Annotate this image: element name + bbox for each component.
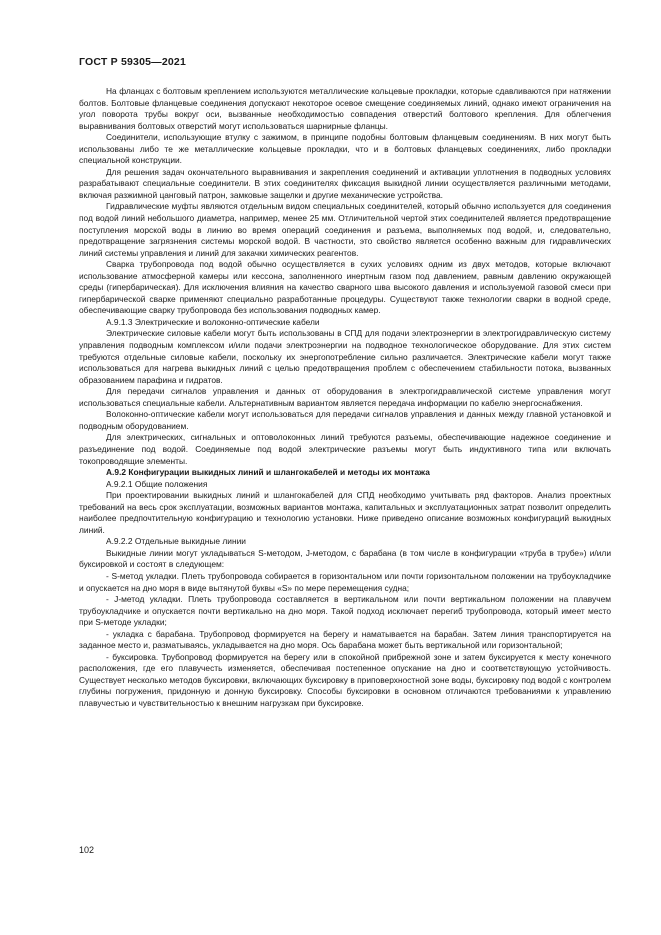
paragraph: Электрические силовые кабели могут быть использованы в СПД для подачи электроэнергии в электрогидравлическую систему управления подводным комплексом и/или подачи электроэнергии на подводное технологическое оборудование. Для этих систем требуются отдельные силовые кабели, поскольку их энергопотребление сильно различается. Электрические кабели могут также использоваться для нагрева выкидных линий с целью предотвращения проблем с обеспечением стабильности потока, вызванных образованием парафина и гидратов.	[79, 328, 611, 385]
paragraph: Для передачи сигналов управления и данных от оборудования в электрогидравлической системе управления могут использоваться специальные кабели. Альтернативным вариантом является передача информации по кабелю энергоснабжения.	[79, 386, 611, 408]
paragraph: Гидравлические муфты являются отдельным видом специальных соединителей, который обычно используется для соединения под водой линий небольшого диаметра, например, менее 25 мм. Отличительной чертой этих соединителей является предотвращение поступления морской воды в линию во время операций соединения и разъема, выполняемых под водой, и, следовательно, предотвращение загрязнения системы морской водой. В частности, это свойство является особенно важным для гидравлических линий системы управления и линий для закачки химических реагентов.	[79, 201, 611, 258]
paragraph: Волоконно-оптические кабели могут использоваться для передачи сигналов управления и данных между главной установкой и подводным оборудованием.	[79, 409, 611, 431]
paragraph: - J-метод укладки. Плеть трубопровода составляется в вертикальном или почти вертикальном положении на плавучем трубоукладчике и опускается почти вертикально на дно моря. Такой подход исключает перегиб трубопровода, который имеет место при S-методе укладки;	[79, 594, 611, 628]
paragraph: Сварка трубопровода под водой обычно осуществляется в сухих условиях одним из двух методов, которые включают использование атмосферной камеры или кессона, заполненного инертным газом под давлением, равным давлению окружающей среды (гипербарическая). Для исключения влияния на качество сварного шва высокого давления и используемой газовой смеси при гипербарической сварке применяют специально разработанные процедуры. Существуют также технологии сварки в водной среде, обеспечивающие сварку трубопровода без использования подводных камер.	[79, 259, 611, 316]
paragraph: Соединители, использующие втулку с зажимом, в принципе подобны болтовым фланцевым соединениям. В них могут быть использованы либо те же металлические кольцевые прокладки, что и в болтовых фланцевых соединениях, либо прокладки специальной конструкции.	[79, 132, 611, 166]
paragraph: А.9.2.2 Отдельные выкидные линии	[106, 536, 246, 547]
paragraph: А.9.2.1 Общие положения	[106, 478, 208, 489]
paragraph: - S-метод укладки. Плеть трубопровода собирается в горизонтальном или почти горизонтальном положении на трубоукладчике и опускается на дно моря в виде вытянутой буквы «S» по мере перемещения судна;	[79, 570, 611, 593]
paragraph: При проектировании выкидных линий и шлангокабелей для СПД необходимо учитывать ряд факторов. Анализ проектных требований на весь срок эксплуатации, возможных вариантов монтажа, капитальных и эксплуатационных затрат позволит определить наиболее предпочтительную конфигурацию и технологию установки. Ниже приведено описание возможных конфигураций выкидных линий.	[79, 490, 611, 535]
paragraph: - буксировка. Трубопровод формируется на берегу или в спокойной прибрежной зоне и затем буксируется к месту конечного расположения, где его плавучесть изменяется, обеспечивая постепенное опускание на дно и соответствующую устойчивость. Существует несколько методов буксировки, включающих буксировку в приповерхностной зоне воды, буксировку под водой с контролем глубины погружения, придонную и донную буксировку. Способы буксировки в основном отличаются требованиями к управлению плавучестью и чувствительностью к внешним нагрузкам при буксировке.	[79, 651, 611, 708]
standard-header: ГОСТ Р 59305—2021	[79, 56, 187, 68]
paragraph: А.9.1.3 Электрические и волоконно-оптические кабели	[106, 316, 320, 327]
page-number: 102	[79, 845, 95, 855]
paragraph: Для решения задач окончательного выравнивания и закрепления соединений и активации уплотнения в подводных условиях разрабатывают специальные соединители. В этих соединителях фиксация выкидной линии осуществляется различными методами, включая разжимной цанговый патрон, замковые защелки и другие механические устройства.	[79, 166, 611, 200]
paragraph: - укладка с барабана. Трубопровод формируется на берегу и наматывается на барабан. Затем линия транспортируется на заданное место и, разматываясь, укладывается на дно моря. Ось барабана может быть вертикальной или горизонтальной;	[79, 628, 611, 651]
paragraph: Выкидные линии могут укладываться S-методом, J-методом, с барабана (в том числе в конфигурации «труба в трубе») и/или буксировкой и состоят в следующем:	[79, 547, 611, 570]
paragraph: А.9.2 Конфигурации выкидных линий и шлангокабелей и методы их монтажа	[106, 467, 430, 478]
body-text	[79, 86, 611, 710]
paragraph: Для электрических, сигнальных и оптоволоконных линий требуются разъемы, обеспечивающие надежное соединение и разъединение под водой. Соединяемые под водой электрические разъемы могут быть индуктивного типа или включать токопроводящие элементы.	[79, 432, 611, 466]
paragraph: На фланцах с болтовым креплением используются металлические кольцевые прокладки, которые сдавливаются при натяжении болтов. Болтовые фланцевые соединения допускают некоторое осевое смещение соединяемых линий, однако имеют ограничения на угол поворота трубы вокруг оси, вызванные необходимостью совпадения отверстий болтового крепления. Для облегчения выравнивания болтовых отверстий могут использоваться шарнирные фланцы.	[79, 86, 611, 131]
